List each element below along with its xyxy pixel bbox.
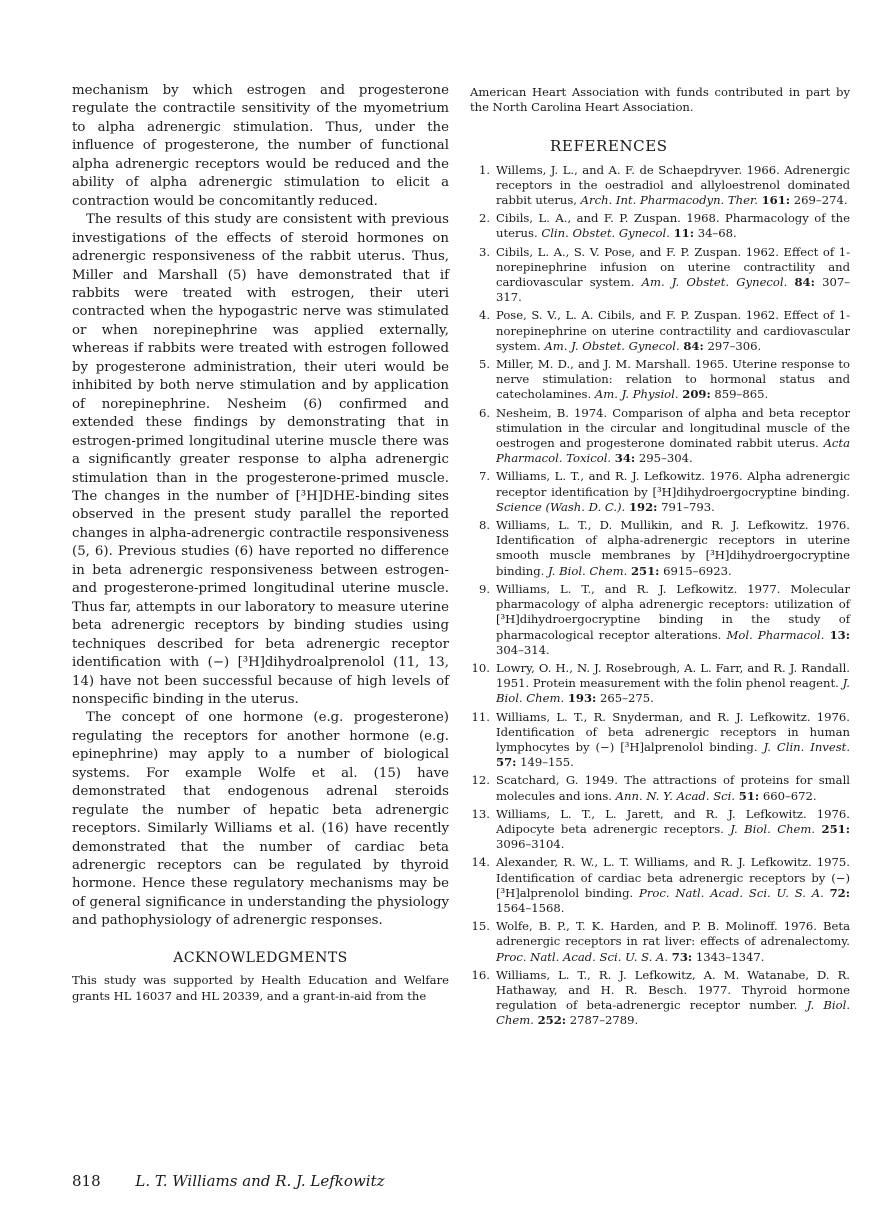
reference-number: 1. (478, 162, 490, 177)
reference-journal: Clin. Obstet. Gynecol. (541, 226, 670, 241)
reference-number: 8. (478, 518, 490, 533)
reference-authors: Williams, L. T., L. Jarett, and R. J. Lefkowitz. 1976. Adipocyte beta adrenergic receptors. (496, 806, 850, 836)
reference-number: 6. (478, 405, 490, 420)
reference-number: 3. (478, 244, 490, 259)
reference-item (470, 661, 850, 707)
reference-item (470, 308, 850, 354)
reference-volume: 84: (683, 338, 704, 353)
reference-journal: J. Biol. Chem. (496, 998, 851, 1028)
reference-number: 4. (478, 308, 490, 323)
reference-journal: Am. J. Physiol. (594, 387, 679, 402)
reference-journal: J. Biol. Chem. (548, 563, 628, 578)
reference-item (470, 163, 850, 209)
reference-pages: 304–314. (496, 642, 550, 657)
reference-number: 11. (471, 709, 490, 724)
reference-number: 14. (471, 855, 490, 870)
reference-journal: Am. J. Obstet. Gynecol. (641, 275, 788, 290)
reference-volume: 13: (829, 627, 850, 642)
reference-volume: 72: (829, 885, 851, 900)
reference-volume: 73: (671, 949, 693, 964)
reference-item (470, 518, 850, 579)
reference-pages: 1564–1568. (496, 900, 565, 915)
reference-item (470, 245, 850, 306)
reference-number: 15. (471, 919, 490, 934)
reference-item (470, 357, 850, 403)
acknowledgments-heading: ACKNOWLEDGMENTS (173, 949, 348, 966)
reference-pages: 34–68. (697, 226, 737, 241)
reference-volume: 252: (537, 1013, 567, 1028)
reference-volume: 161: (761, 193, 791, 208)
reference-journal: Proc. Natl. Acad. Sci. U. S. A. (639, 885, 824, 900)
reference-volume: 193: (567, 691, 597, 706)
body-paragraph: The results of this study are consistent with previous investigations of the effects of steroid hormones on adrenergic responsiveness of the rabbit uterus. Thus, Miller and Marshall (5) have demonstrated that if rabbits were treated with estrogen, their uteri contracted when the hypogastric nerve was stimulated or when norepinephrine was applied externally, whereas if rabbits were treated with estrogen followed by progesterone administration, their uteri would be inhibited by both nerve stimulation and by application of norepinephrine. Nesheim (6) confirmed and extended these findings by demonstrating that in estrogen-primed longitudinal uterine muscle there was a significantly greater response to alpha adrenergic stimulation than in the progesterone-primed muscle. The changes in the number of [³H]DHE-binding sites observed in the present study parallel the reported changes in alpha-adrenergic contractile responsiveness (5, 6). Previous studies (6) have reported no difference in beta adrenergic responsiveness between estrogen- and progesterone-primed longitudinal uterine muscle. Thus far, attempts in our laboratory to measure uterine beta adrenergic receptors by binding studies using techniques described for beta adrenergic receptor identification with (−) [³H]dihydroalprenolol (11, 13, 14) have not been successful because of high levels of nonspecific binding in the uterus. (72, 212, 449, 707)
reference-item (470, 406, 850, 467)
reference-item (470, 710, 850, 771)
reference-journal: Ann. N. Y. Acad. Sci. (615, 788, 736, 803)
reference-volume: 34: (614, 451, 636, 466)
reference-authors: Williams, L. T., R. Snyderman, and R. J. Lefkowitz. 1976. Identification of beta adrenergic receptors in human lymphocytes by (−) [³H]alprenolol binding. (496, 709, 850, 754)
reference-journal: Mol. Pharmacol. (726, 627, 825, 642)
reference-pages: 791–793. (661, 499, 715, 514)
reference-volume: 251: (630, 563, 660, 578)
reference-number: 12. (471, 773, 490, 788)
reference-journal: Am. J. Obstet. Gynecol. (544, 338, 680, 353)
reference-volume: 57: (496, 755, 517, 770)
reference-number: 9. (478, 581, 490, 596)
reference-authors: Pose, S. V., L. A. Cibils, and F. P. Zuspan. 1962. Effect of 1-norepinephrine on uterine contractility and cardiovascular system. (496, 308, 850, 353)
body-paragraph: The concept of one hormone (e.g. progesterone) regulating the receptors for another hormone (e.g. epinephrine) may apply to a number of biological systems. For example Wolfe et al. (15) have demonstrated that endogenous adrenal steroids regulate the number of hepatic beta adrenergic receptors. Similarly Williams et al. (16) have recently demonstrated that the number of cardiac beta adrenergic receptors can be regulated by thyroid hormone. Hence these regulatory mechanisms may be of general significance in understanding the physiology and pathophysiology of adrenergic responses. (72, 710, 449, 929)
running-authors: L. T. Williams and R. J. Lefkowitz (135, 1172, 385, 1190)
reference-number: 2. (478, 211, 490, 226)
reference-authors: Willems, J. L., and A. F. de Schaepdryver. 1966. Adrenergic receptors in the oestradiol and allyloestrenol dominated rabbit uterus, (496, 162, 850, 208)
reference-volume: 209: (682, 387, 711, 402)
reference-volume: 192: (628, 499, 658, 514)
reference-authors: Williams, L. T., D. Mullikin, and R. J. Lefkowitz. 1976. Identification of alpha-adrenergic receptors in uterine smooth muscle membranes by [³H]dihydroergocryptine binding. (496, 518, 850, 578)
reference-volume: 51: (738, 788, 760, 803)
page-footer (72, 1172, 385, 1190)
reference-journal: J. Biol. Chem. (496, 676, 850, 706)
reference-journal: Science (Wash. D. C.). (496, 499, 626, 514)
reference-item (470, 855, 850, 916)
page-number: 818 (72, 1172, 101, 1190)
reference-authors: Cibils, L. A., S. V. Pose, and F. P. Zuspan. 1962. Effect of 1-norepinephrine infusion on uterine contractility and cardiovascular system. (496, 244, 850, 290)
acknowledgments-continued: American Heart Association with funds contributed in part by the North Carolina Heart Association. (470, 85, 850, 115)
reference-pages: 307–317. (496, 275, 851, 305)
reference-item (470, 582, 850, 658)
reference-journal: Acta Pharmacol. Toxicol. (496, 436, 850, 466)
reference-item (470, 469, 850, 515)
body-paragraph: mechanism by which estrogen and progesterone regulate the contractile sensitivity of the myometrium to alpha adrenergic stimulation. Thus, under the influence of progesterone, the number of functional alpha adrenergic receptors would be reduced and the ability of alpha adrenergic stimulation to elicit a contraction would be concomitantly reduced. (72, 83, 449, 209)
reference-volume: 251: (821, 821, 850, 836)
reference-number: 5. (478, 357, 490, 372)
acknowledgments-text: This study was supported by Health Education and Welfare grants HL 16037 and HL 20339, and a grant-in-aid from the (72, 973, 449, 1003)
reference-authors: Nesheim, B. 1974. Comparison of alpha and beta receptor stimulation in the circular and longitudinal muscle of the oestrogen and progesterone dominated rabbit uterus. (496, 405, 850, 451)
reference-authors: Scatchard, G. 1949. The attractions of proteins for small molecules and ions. (496, 773, 850, 803)
reference-item (470, 968, 850, 1029)
reference-pages: 859–865. (714, 387, 769, 402)
reference-pages: 269–274. (793, 193, 848, 208)
reference-number: 10. (471, 660, 490, 675)
reference-volume: 84: (794, 275, 815, 290)
references-heading: REFERENCES (550, 137, 668, 156)
reference-volume: 11: (673, 226, 694, 241)
reference-pages: 149–155. (520, 755, 574, 770)
reference-number: 16. (471, 967, 490, 982)
reference-journal: Proc. Natl. Acad. Sci. U. S. A. (496, 949, 669, 964)
reference-authors: Williams, L. T., and R. J. Lefkowitz. 1977. Molecular pharmacology of alpha adrenergic receptors: utilization of [³H]dihydroergocryptine binding in the study of pharmacological receptor alterations. (496, 581, 850, 642)
reference-list (470, 163, 850, 1029)
reference-authors: Cibils, L. A., and F. P. Zuspan. 1968. Pharmacology of the uterus. (496, 211, 850, 241)
reference-number: 13. (471, 806, 490, 821)
reference-authors: Williams, L. T., and R. J. Lefkowitz. 1976. Alpha adrenergic receptor identification by [³H]dihydroergocryptine binding. (496, 469, 850, 499)
reference-journal: Arch. Int. Pharmacodyn. Ther. (580, 193, 758, 208)
reference-authors: Lowry, O. H., N. J. Rosebrough, A. L. Farr, and R. J. Randall. 1951. Protein measurement with the folin phenol reagent. (496, 660, 850, 691)
reference-item (470, 211, 850, 241)
reference-authors: Williams, L. T., R. J. Lefkowitz, A. M. Watanabe, D. R. Hathaway, and H. R. Besch. 1977. Thyroid hormone regulation of beta-adrenergic receptor number. (496, 967, 850, 1013)
reference-pages: 297–306. (707, 338, 762, 353)
reference-authors: Wolfe, B. P., T. K. Harden, and P. B. Molinoff. 1976. Beta adrenergic receptors in rat liver: effects of adrenalectomy. (496, 919, 850, 949)
reference-number: 7. (478, 469, 490, 484)
reference-item (470, 919, 850, 965)
reference-pages: 6915–6923. (663, 563, 732, 578)
right-column (470, 85, 850, 1032)
reference-pages: 3096–3104. (496, 837, 565, 852)
reference-pages: 295–304. (638, 451, 693, 466)
reference-item (470, 773, 850, 803)
reference-pages: 1343–1347. (695, 949, 765, 964)
reference-pages: 660–672. (762, 788, 817, 803)
reference-pages: 2787–2789. (569, 1013, 639, 1028)
reference-authors: Miller, M. D., and J. M. Marshall. 1965. Uterine response to nerve stimulation: relation to hormonal status and catecholamines. (496, 357, 850, 402)
reference-journal: J. Clin. Invest. (763, 739, 851, 754)
reference-pages: 265–275. (600, 691, 654, 706)
reference-item (470, 807, 850, 853)
left-column (72, 82, 449, 1004)
reference-journal: J. Biol. Chem. (730, 821, 816, 836)
reference-authors: Alexander, R. W., L. T. Williams, and R. J. Lefkowitz. 1975. Identification of cardiac beta adrenergic receptors by (−) [³H]alprenolol binding. (496, 855, 850, 900)
